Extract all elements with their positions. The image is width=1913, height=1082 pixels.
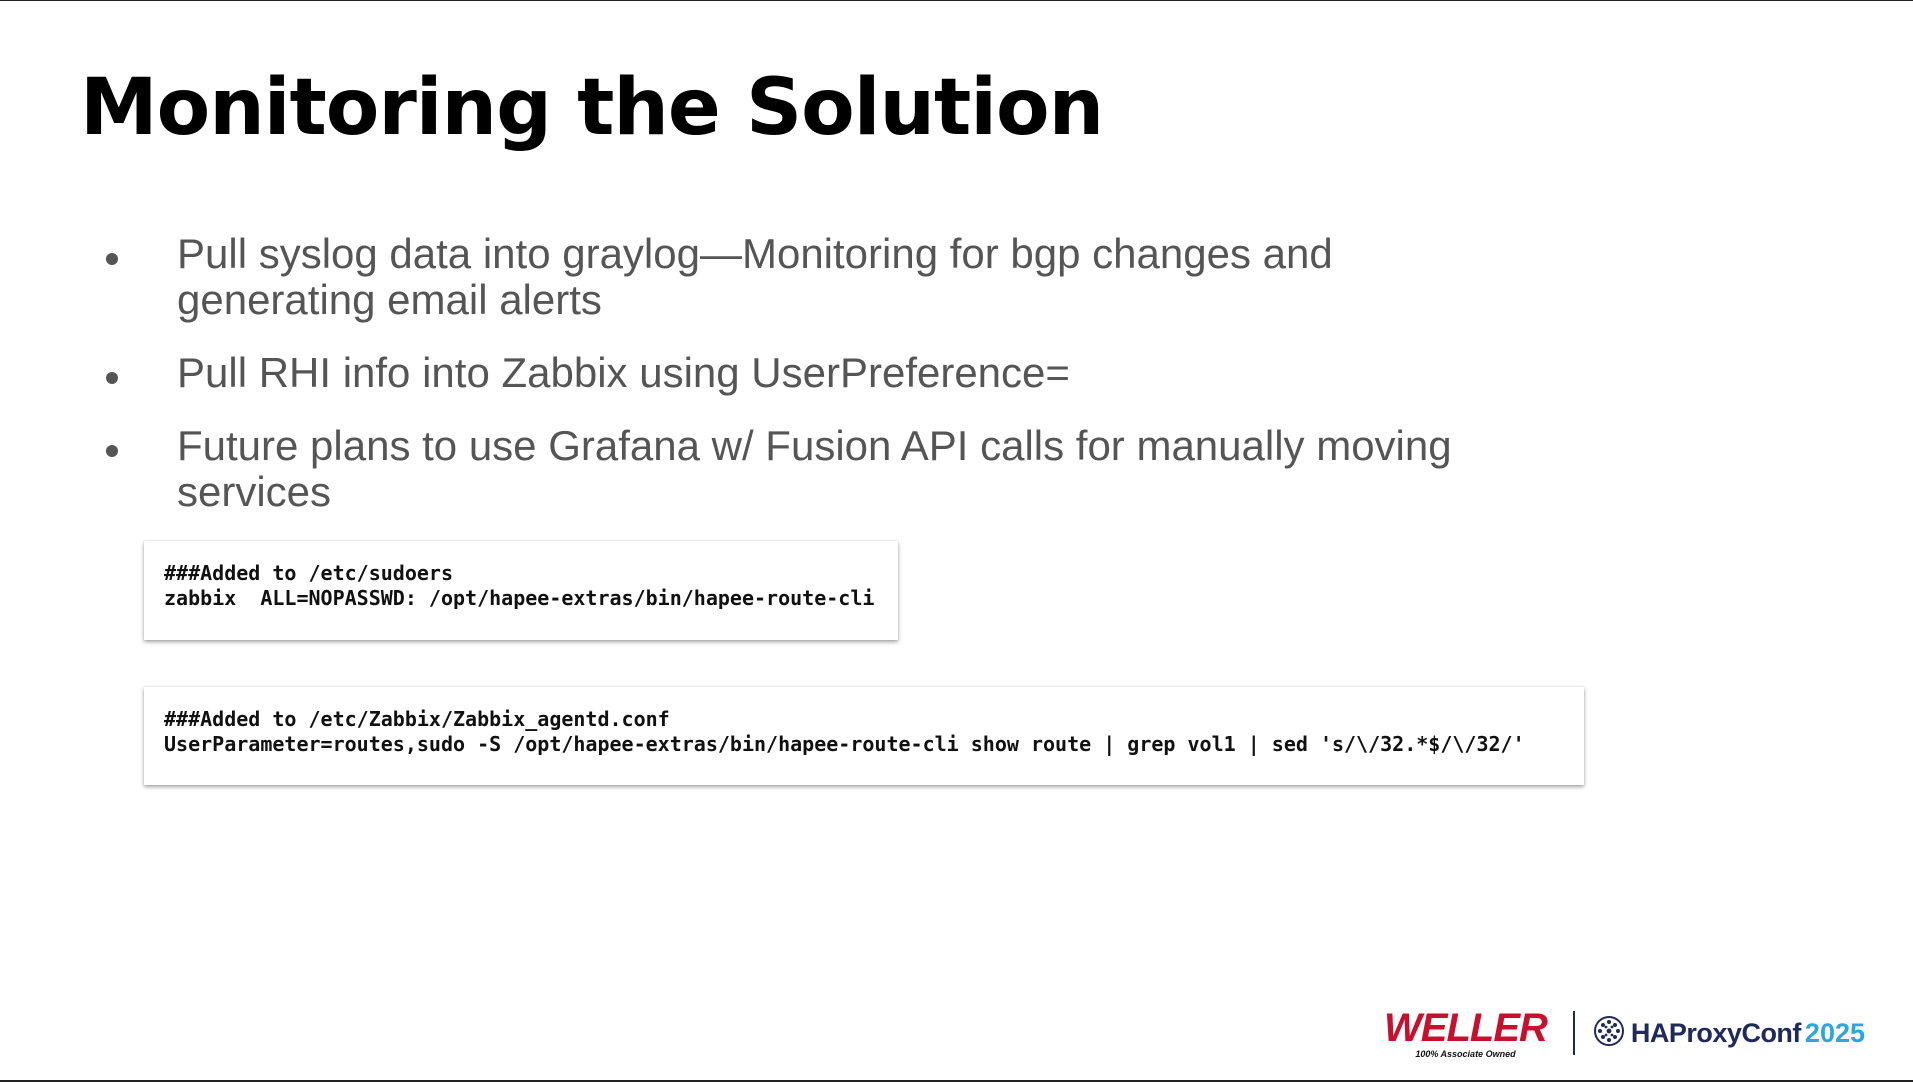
bullet-item: [100, 231, 1520, 323]
bullet-item: [100, 350, 1520, 396]
code-comment: ###Added to /etc/Zabbix/Zabbix_agentd.conf: [164, 707, 670, 731]
bullet-dot-icon: [106, 445, 118, 457]
haproxy-globe-icon: [1593, 1015, 1625, 1052]
logo-divider: [1573, 1011, 1575, 1055]
bullet-dot-icon: [106, 253, 118, 265]
bullet-list: [100, 231, 1520, 542]
haproxyconf-year: 2025: [1804, 1017, 1865, 1048]
bullet-text: Pull syslog data into graylog—Monitoring for bgp changes and generating email alerts: [177, 230, 1333, 323]
weller-logo: [1384, 1005, 1547, 1059]
bullet-dot-icon: [106, 372, 118, 384]
slide-title: Monitoring the Solution: [80, 63, 1104, 153]
code-comment: ###Added to /etc/sudoers: [164, 561, 453, 585]
weller-logo-text: WELLER: [1384, 1005, 1547, 1050]
haproxyconf-logo: [1593, 1015, 1865, 1052]
haproxyconf-name: HAProxyConf: [1630, 1017, 1801, 1048]
bullet-text: Pull RHI info into Zabbix using UserPreference=: [177, 349, 1070, 396]
weller-tagline: 100% Associate Owned: [1415, 1048, 1516, 1059]
footer-logos: [1384, 1006, 1865, 1060]
code-block-zabbix-agent: [144, 687, 1584, 785]
code-line: UserParameter=routes,sudo -S /opt/hapee-extras/bin/hapee-route-cli show route | grep vol1 | sed 's/\/32.*$/\/32/': [164, 732, 1525, 756]
code-block-sudoers: [144, 541, 898, 640]
bullet-text: Future plans to use Grafana w/ Fusion API calls for manually moving services: [177, 422, 1452, 515]
code-line: zabbix ALL=NOPASSWD: /opt/hapee-extras/bin/hapee-route-cli: [164, 586, 875, 610]
bullet-item: [100, 423, 1520, 515]
